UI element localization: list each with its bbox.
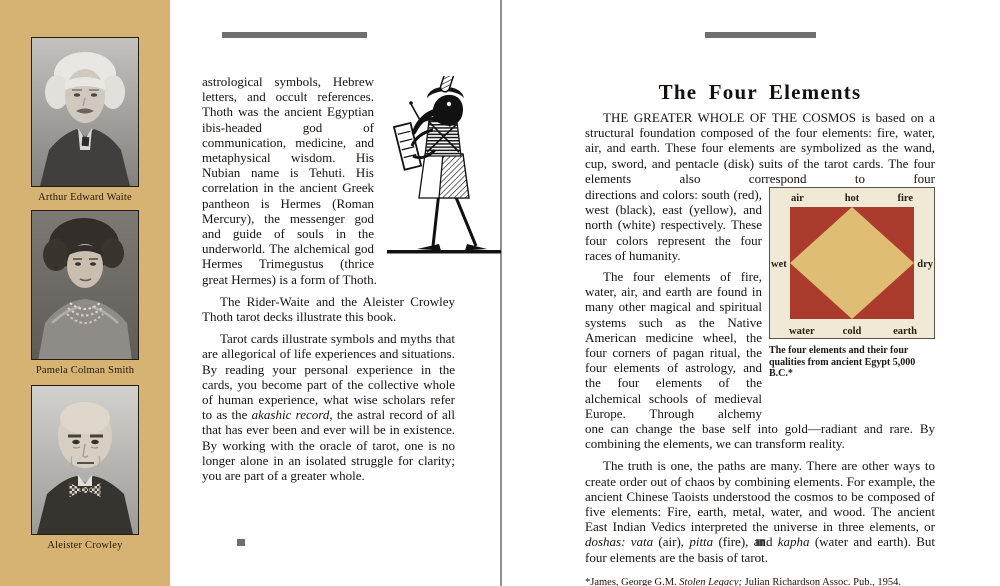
text-diagram-wrap [585,187,935,421]
paragraph-cosmos-full: THE GREATER WHOLE OF THE COSMOS is based on a structural foundation composed of the four elements: fire, water, air, and earth. These four elements are symbolized as the wand, cup, sword, and pentacle (disk) suits of the tarot cards. The four elements also correspond to four [585,110,935,186]
crowley-portrait-art [32,386,138,534]
waite-portrait-art [32,38,138,186]
portrait-photo-aleister-crowley [31,385,139,535]
portrait-figure-smith [31,210,139,376]
paragraph-decks: The Rider-Waite and the Aleister Crowley Thoth tarot decks illustrate this book. [202,293,455,325]
portrait-caption: Pamela Colman Smith [35,365,135,376]
paragraph-alchemy-continuation: one can change the base self into gold—radiant and rare. By combining the elements, we can transform reality. [585,421,935,452]
chapter-title: The Four Elements [658,80,862,104]
paragraph-thoth-text: astrological symbols, Hebrew letters, and occult references. Thoth was the ancient Egyptian ibis-headed god of communication, medicine, and metaphysical wisdom. His Nubian name is Tehuti. His correlation in the ancient Greek pantheon is Hermes (Roman Mercury), the messenger god and guide of souls in the underworld. The alchemical god Hermes Trimegustus (thrice great Hermes) is a form of Thoth. [202,74,377,287]
paragraph-elements-systems: The four elements of fire, water, air, and earth are found in many other magical and spiritual systems such as the Native American medicine wheel, the four corners of pagan ritual, the four elements of astrology, and the four elements of the alchemical schools of medieval Europe. Through alchemy [585,269,762,421]
sidebar-portraits [0,0,170,586]
header-ornament-bar-right [705,32,816,38]
portrait-photo-arthur-edward-waite [31,37,139,187]
footer-ornament-square-left [237,539,245,546]
label-hot: hot [844,193,860,205]
paragraph-truth-is-one: The truth is one, the paths are many. There are other ways to create order out of chaos by combining elements. For example, the ancient Chinese Taoists understood the cosmos to be composed of five elements: Fire, earth, metal, water, and wood. The ancient East Indian Vedics interpreted the universe in three elements, or doshas: vata (air), pitta (fire), and kapha (water and earth). But four elements are the basis of tarot. [585,458,936,565]
label-air: air [791,193,804,205]
portrait-figure-waite [31,37,139,203]
left-page-text-column [202,74,455,483]
elements-figure [769,187,935,380]
portrait-figure-crowley [31,385,139,551]
thoth-illustration [383,76,479,262]
portrait-caption: Arthur Edward Waite [38,192,132,203]
smith-portrait-art [32,211,138,360]
narrow-text-column [585,187,762,421]
footnote-citation: *James, George G.M. Stolen Legacy; Julian Richardson Assoc. Pub., 1954. [585,576,901,586]
right-page-text-column [585,110,935,586]
header-ornament-bar-left [222,32,367,38]
label-dry: dry [917,259,933,271]
paragraph-tarot-cards: Tarot cards illustrate symbols and myths that are allegorical of life experiences and situations. By reading your personal experience in the cards, you become part of the collective whole of human experience, what wise scholars refer to as the akashic record, the astral record of all that has ever been and ever will be in existence. By working with the oracle of tarot, one is no longer alone in an isolated struggle for clarity; you are part of a greater whole. [202,331,455,484]
portrait-photo-pamela-colman-smith [31,210,139,360]
portrait-caption: Aleister Crowley [47,540,123,551]
four-elements-diagram [769,187,935,339]
diagram-caption: The four elements and their four qualities from ancient Egypt 5,000 B.C.* [769,345,916,380]
label-water: water [789,326,815,338]
thoth-line-art [383,76,505,262]
label-cold: cold [842,326,862,338]
label-fire: fire [897,193,913,205]
label-wet: wet [771,259,787,271]
label-earth: earth [893,326,917,338]
paragraph-cosmos-narrow: directions and colors: south (red), west (black), east (yellow), and north (white) respectively. These four colors represent the four races of humanity. [585,187,762,263]
paragraph-thoth [202,74,455,287]
